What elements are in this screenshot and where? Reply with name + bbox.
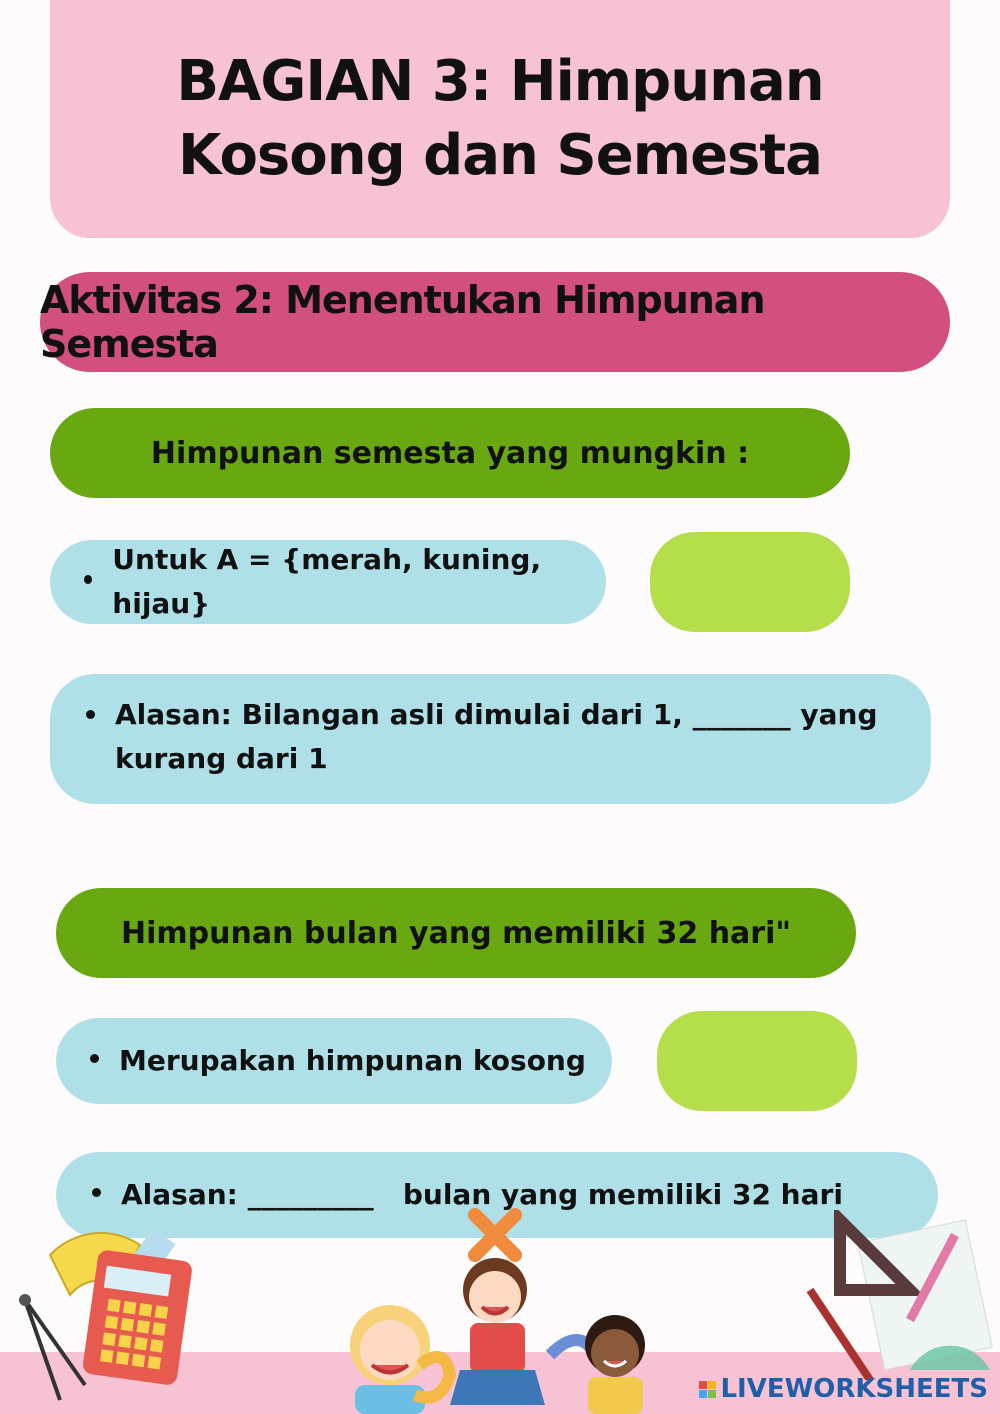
logo-text: LIVEWORKSHEETS: [720, 1374, 988, 1404]
section2-reason-text: Alasan: _________ bulan yang memiliki 32 hari: [121, 1178, 843, 1211]
answer-box-1[interactable]: [650, 532, 850, 632]
page-title-line2: Kosong dan Semesta: [178, 123, 822, 188]
page-title-line1: BAGIAN 3: Himpunan: [176, 49, 824, 114]
section2-item-pill: [56, 1018, 612, 1104]
section2-item-text: Merupakan himpunan kosong: [119, 1044, 586, 1077]
section1-reason-line1: Alasan: Bilangan asli dimulai dari 1, _______ yang: [115, 698, 878, 731]
liveworksheets-logo: [699, 1374, 988, 1404]
set-square-icon: [800, 1210, 1000, 1380]
calculator-icon: [10, 1225, 210, 1405]
section2-heading: Himpunan bulan yang memiliki 32 hari": [120, 915, 792, 951]
bullet-icon: [86, 710, 95, 719]
section1-reason-line2: kurang dari 1: [115, 742, 328, 775]
section1-reason-pill: [50, 674, 931, 804]
bullet-icon: [84, 575, 92, 584]
bullet-icon: [90, 1054, 99, 1063]
answer-box-2[interactable]: [657, 1011, 857, 1111]
section1-item-pill: [50, 540, 606, 624]
activity-banner: [40, 272, 950, 372]
section1-heading-box: [50, 408, 850, 498]
section1-heading: Himpunan semesta yang mungkin :: [150, 435, 750, 471]
title-banner: [50, 0, 950, 238]
bullet-icon: [92, 1188, 101, 1197]
section2-heading-box: [56, 888, 856, 978]
activity-title: Aktivitas 2: Menentukan Himpunan Semesta: [40, 278, 765, 366]
compass-icon: [25, 1300, 85, 1400]
logo-mark-icon: [699, 1381, 716, 1398]
children-illustration: [330, 1205, 670, 1414]
pencil-icon: [810, 1290, 870, 1380]
section1-item-text: Untuk A = {merah, kuning, hijau}: [112, 543, 542, 620]
